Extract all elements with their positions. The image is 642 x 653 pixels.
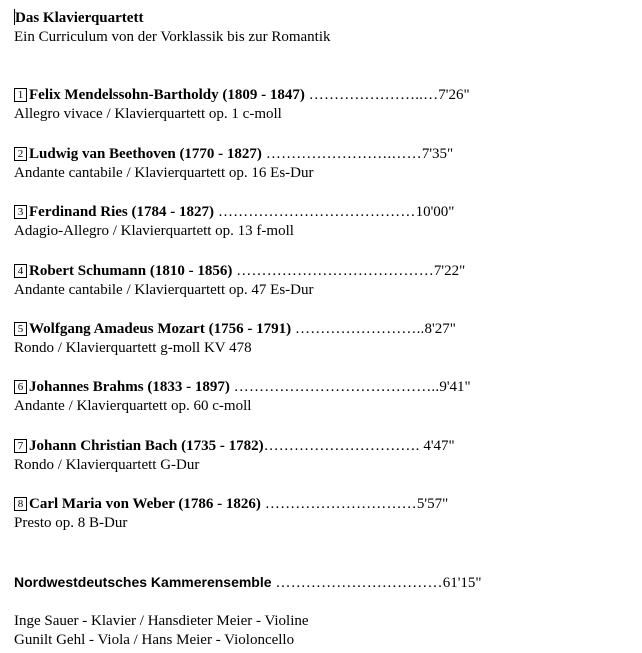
track-work: Andante cantabile / Klavierquartett op. 16 Es-Dur <box>14 165 314 181</box>
track-composer: Carl Maria von Weber (1786 - 1826) <box>29 496 261 512</box>
track-heading <box>14 378 471 396</box>
track-work: Andante cantabile / Klavierquartett op. 47 Es-Dur <box>14 282 314 298</box>
document-title-line <box>14 9 143 27</box>
performers-line: Inge Sauer - Klavier / Hansdieter Meier - Violine <box>14 613 309 629</box>
track-work: Allegro vivace / Klavierquartett op. 1 c-moll <box>14 106 282 122</box>
track-number: 3 <box>14 205 27 219</box>
ensemble-heading <box>14 573 482 592</box>
track-number: 2 <box>14 147 27 161</box>
track-duration: 4'47" <box>419 438 455 454</box>
track-heading <box>14 320 456 338</box>
track-duration: 7'22" <box>433 263 466 279</box>
track-number: 7 <box>14 439 27 453</box>
track-duration: 7'35" <box>421 146 454 162</box>
track-work: Presto op. 8 B-Dur <box>14 515 128 531</box>
track-work: Adagio-Allegro / Klavierquartett op. 13 f-moll <box>14 223 294 239</box>
track-number: 1 <box>14 88 27 102</box>
track-duration: 10'00" <box>415 204 455 220</box>
track-heading <box>14 495 448 513</box>
track-composer: Ludwig van Beethoven (1770 - 1827) <box>29 146 262 162</box>
track-number: 4 <box>14 264 27 278</box>
track-heading <box>14 437 455 455</box>
track-duration: 8'27" <box>424 321 456 337</box>
track-dot-leader: …………………………. <box>263 438 420 454</box>
track-number: 8 <box>14 497 27 511</box>
track-dot-leader: …………………….…… <box>261 146 422 162</box>
track-dot-leader: ………………………… <box>260 496 417 512</box>
track-dot-leader: ………………………………… <box>214 204 416 220</box>
track-composer: Felix Mendelssohn-Bartholdy (1809 - 1847) <box>29 87 305 103</box>
track-number: 6 <box>14 380 27 394</box>
performers-line: Gunilt Gehl - Viola / Hans Meier - Violoncello <box>14 632 295 648</box>
track-duration: 5'57" <box>416 496 449 512</box>
track-composer: Ferdinand Ries (1784 - 1827) <box>29 204 214 220</box>
track-work: Andante / Klavierquartett op. 60 c-moll <box>14 398 252 414</box>
track-heading <box>14 86 470 104</box>
ensemble-dot-leader: …………………………… <box>271 575 443 591</box>
track-duration: 7'26" <box>438 87 470 103</box>
document-subtitle: Ein Curriculum von der Vorklassik bis zur Romantik <box>14 29 331 45</box>
track-heading <box>14 203 454 221</box>
document-title: Das Klavierquartett <box>15 10 144 26</box>
track-composer: Wolfgang Amadeus Mozart (1756 - 1791) <box>29 321 292 337</box>
track-work: Rondo / Klavierquartett G-Dur <box>14 457 200 473</box>
track-dot-leader: ………………………………… <box>232 263 434 279</box>
track-composer: Robert Schumann (1810 - 1856) <box>29 263 233 279</box>
ensemble-name: Nordwestdeutsches Kammerensemble <box>14 574 272 590</box>
track-dot-leader: ………………………………….. <box>229 379 440 395</box>
track-composer: Johann Christian Bach (1735 - 1782) <box>29 438 264 454</box>
track-dot-leader: …………………..… <box>304 87 439 103</box>
track-heading <box>14 262 465 280</box>
track-duration: 9'41" <box>439 379 471 395</box>
track-dot-leader: …………………….. <box>291 321 425 337</box>
total-duration: 61'15" <box>442 575 482 591</box>
track-work: Rondo / Klavierquartett g-moll KV 478 <box>14 340 252 356</box>
track-composer: Johannes Brahms (1833 - 1897) <box>29 379 230 395</box>
track-number: 5 <box>14 322 27 336</box>
track-heading <box>14 145 453 163</box>
